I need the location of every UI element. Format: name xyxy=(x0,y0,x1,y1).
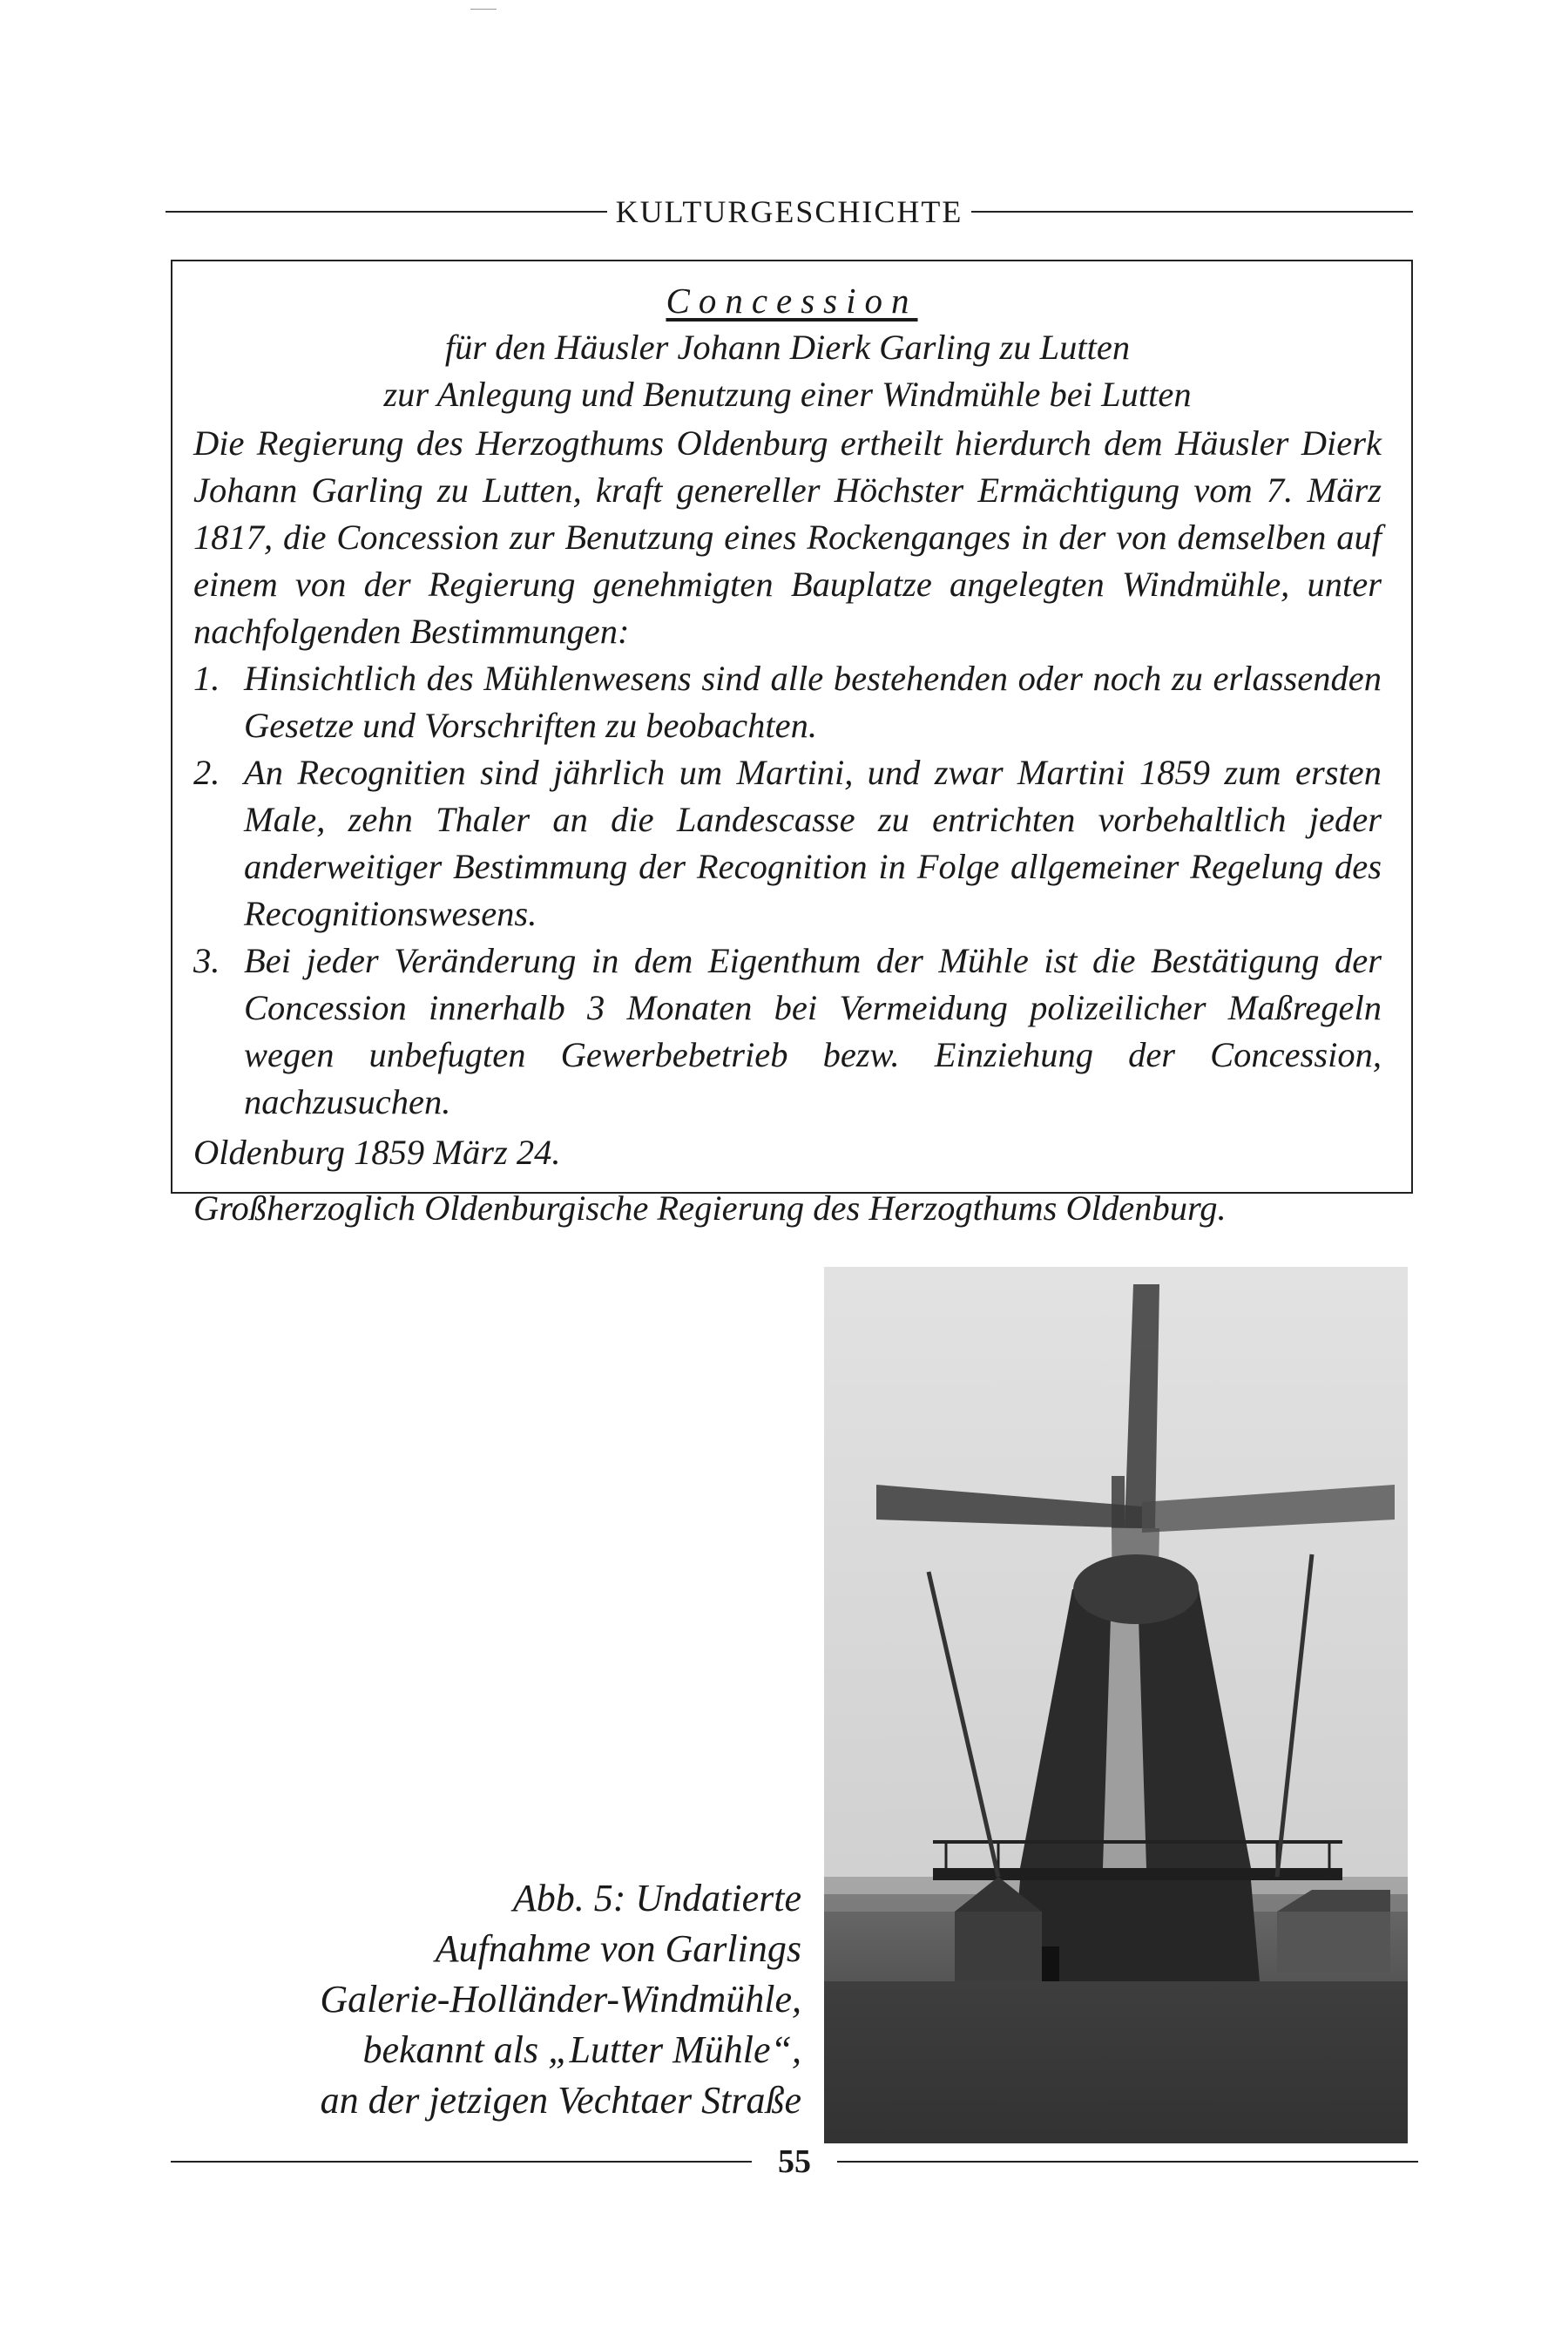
caption-line-4: bekannt als „Lutter Mühle“, xyxy=(362,2028,801,2071)
concession-title: Concession xyxy=(666,281,918,321)
place-date: Oldenburg 1859 März 24. xyxy=(193,1133,561,1172)
concession-subtitle-line-1: für den Häusler Johann Dierk Garling zu Lutten xyxy=(444,328,1131,367)
page-footer xyxy=(171,2140,1418,2183)
provision-text: Bei jeder Veränderung in dem Eigenthum der Mühle ist die Bestätigung der Concession innerhalb 3 Monaten bei Vermeidung polizeilicher Maßregeln wegen unbefugten Gewerbebetrieb bezw. Einziehung der Concession, nachzusuchen. xyxy=(244,941,1382,1121)
provision-item-2 xyxy=(193,749,1382,938)
page-number: 55 xyxy=(778,2143,811,2180)
header-rule-left xyxy=(166,211,607,213)
caption-line-2: Aufnahme von Garlings xyxy=(435,1927,801,1970)
caption-line-1: Abb. 5: Undatierte xyxy=(512,1877,801,1919)
provisions-list xyxy=(193,655,1382,1126)
provision-text: Hinsichtlich des Mühlenwesens sind alle bestehenden oder noch zu erlassenden Gesetze und Vorschriften zu beobachten. xyxy=(244,659,1382,745)
caption-line-5: an der jetzigen Vechtaer Straße xyxy=(320,2079,801,2122)
windmill-photo xyxy=(824,1267,1408,2143)
provision-number: 2. xyxy=(193,753,220,792)
running-header xyxy=(166,190,1413,234)
windmill-illustration xyxy=(824,1267,1408,2143)
concession-body: Die Regierung des Herzogthums Oldenburg ertheilt hierdurch dem Häusler Dierk Johann Garling zu Lutten, kraft genereller Höchster Ermächtigung vom 7. März 1817, die Concession zur Benutzung eines Rockenganges in der von demselben auf einem von der Regierung genehmigten Bauplatze angelegten Windmühle, unter nachfolgenden Bestimmungen: xyxy=(193,423,1382,651)
concession-subtitle-line-2: zur Anlegung und Benutzung einer Windmühle bei Lutten xyxy=(383,375,1192,414)
figure-caption xyxy=(261,1873,801,2126)
provision-number: 3. xyxy=(193,941,220,980)
footer-rule-left xyxy=(171,2161,752,2163)
provision-item-3 xyxy=(193,938,1382,1126)
concession-document-box xyxy=(171,260,1413,1228)
header-rule-right xyxy=(971,211,1413,213)
section-title: KULTURGESCHICHTE xyxy=(615,194,963,229)
provision-item-1 xyxy=(193,655,1382,749)
caption-line-3: Galerie-Holländer-Windmühle, xyxy=(320,1978,801,2021)
signature: Großherzoglich Oldenburgische Regierung des Herzogthums Oldenburg. xyxy=(193,1188,1227,1228)
provision-number: 1. xyxy=(193,659,220,698)
footer-rule-right xyxy=(837,2161,1418,2163)
scan-mark xyxy=(470,9,497,10)
provision-text: An Recognitien sind jährlich um Martini, und zwar Martini 1859 zum ersten Male, zehn Thaler an die Landescasse zu entrichten vorbehaltlich jeder anderweitiger Bestimmung der Recognition in Folge allgemeiner Regelung des Recognitionswesens. xyxy=(244,753,1382,933)
